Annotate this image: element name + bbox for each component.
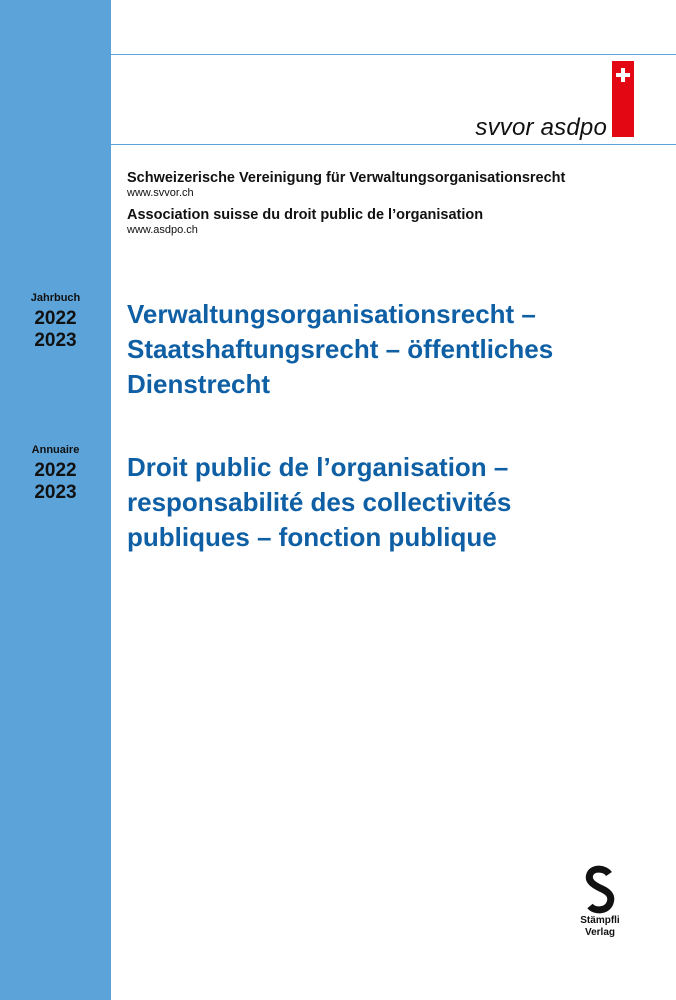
swiss-flag-icon [612,61,634,137]
sidebar-year-end-de: 2023 [34,330,77,351]
association-de [127,170,657,199]
association-url-de: www.svvor.ch [127,187,194,199]
title-fr-line: responsabilité des collectivités [127,487,512,517]
title-de-line: Verwaltungsorganisationsrecht – [127,299,536,329]
sidebar-year-start-de: 2022 [34,308,77,329]
brand-name: svvor asdpo [475,114,607,141]
sidebar-year-end-fr: 2023 [34,482,77,503]
sidebar-label-de: Jahrbuch [30,292,81,304]
title-de-line: Dienstrecht [127,369,271,399]
association-url-fr: www.asdpo.ch [127,224,198,236]
publisher-name: Stämpfli [580,915,620,926]
title-fr-line: Droit public de l’organisation – [127,452,509,482]
publisher-suffix: Verlag [584,927,616,938]
title-de [127,297,667,402]
title-de-line: Staatshaftungsrecht – öffentliches [127,334,554,364]
title-fr-line: publiques – fonction publique [127,522,497,552]
sidebar-yearbook-de [0,292,111,352]
header-divider [111,144,676,145]
top-divider [111,54,676,55]
sidebar-yearbook-fr [0,444,111,504]
association-name-de: Schweizerische Vereinigung für Verwaltungsorganisationsrecht [127,170,566,186]
title-fr [127,450,667,555]
association-fr [127,207,657,236]
publisher-logo [575,865,625,939]
staempfli-logo-icon [583,865,617,915]
sidebar-year-start-fr: 2022 [34,460,77,481]
sidebar-label-fr: Annuaire [31,444,80,456]
association-name-fr: Association suisse du droit public de l’organisation [127,207,484,223]
swiss-cross-icon [612,64,634,86]
